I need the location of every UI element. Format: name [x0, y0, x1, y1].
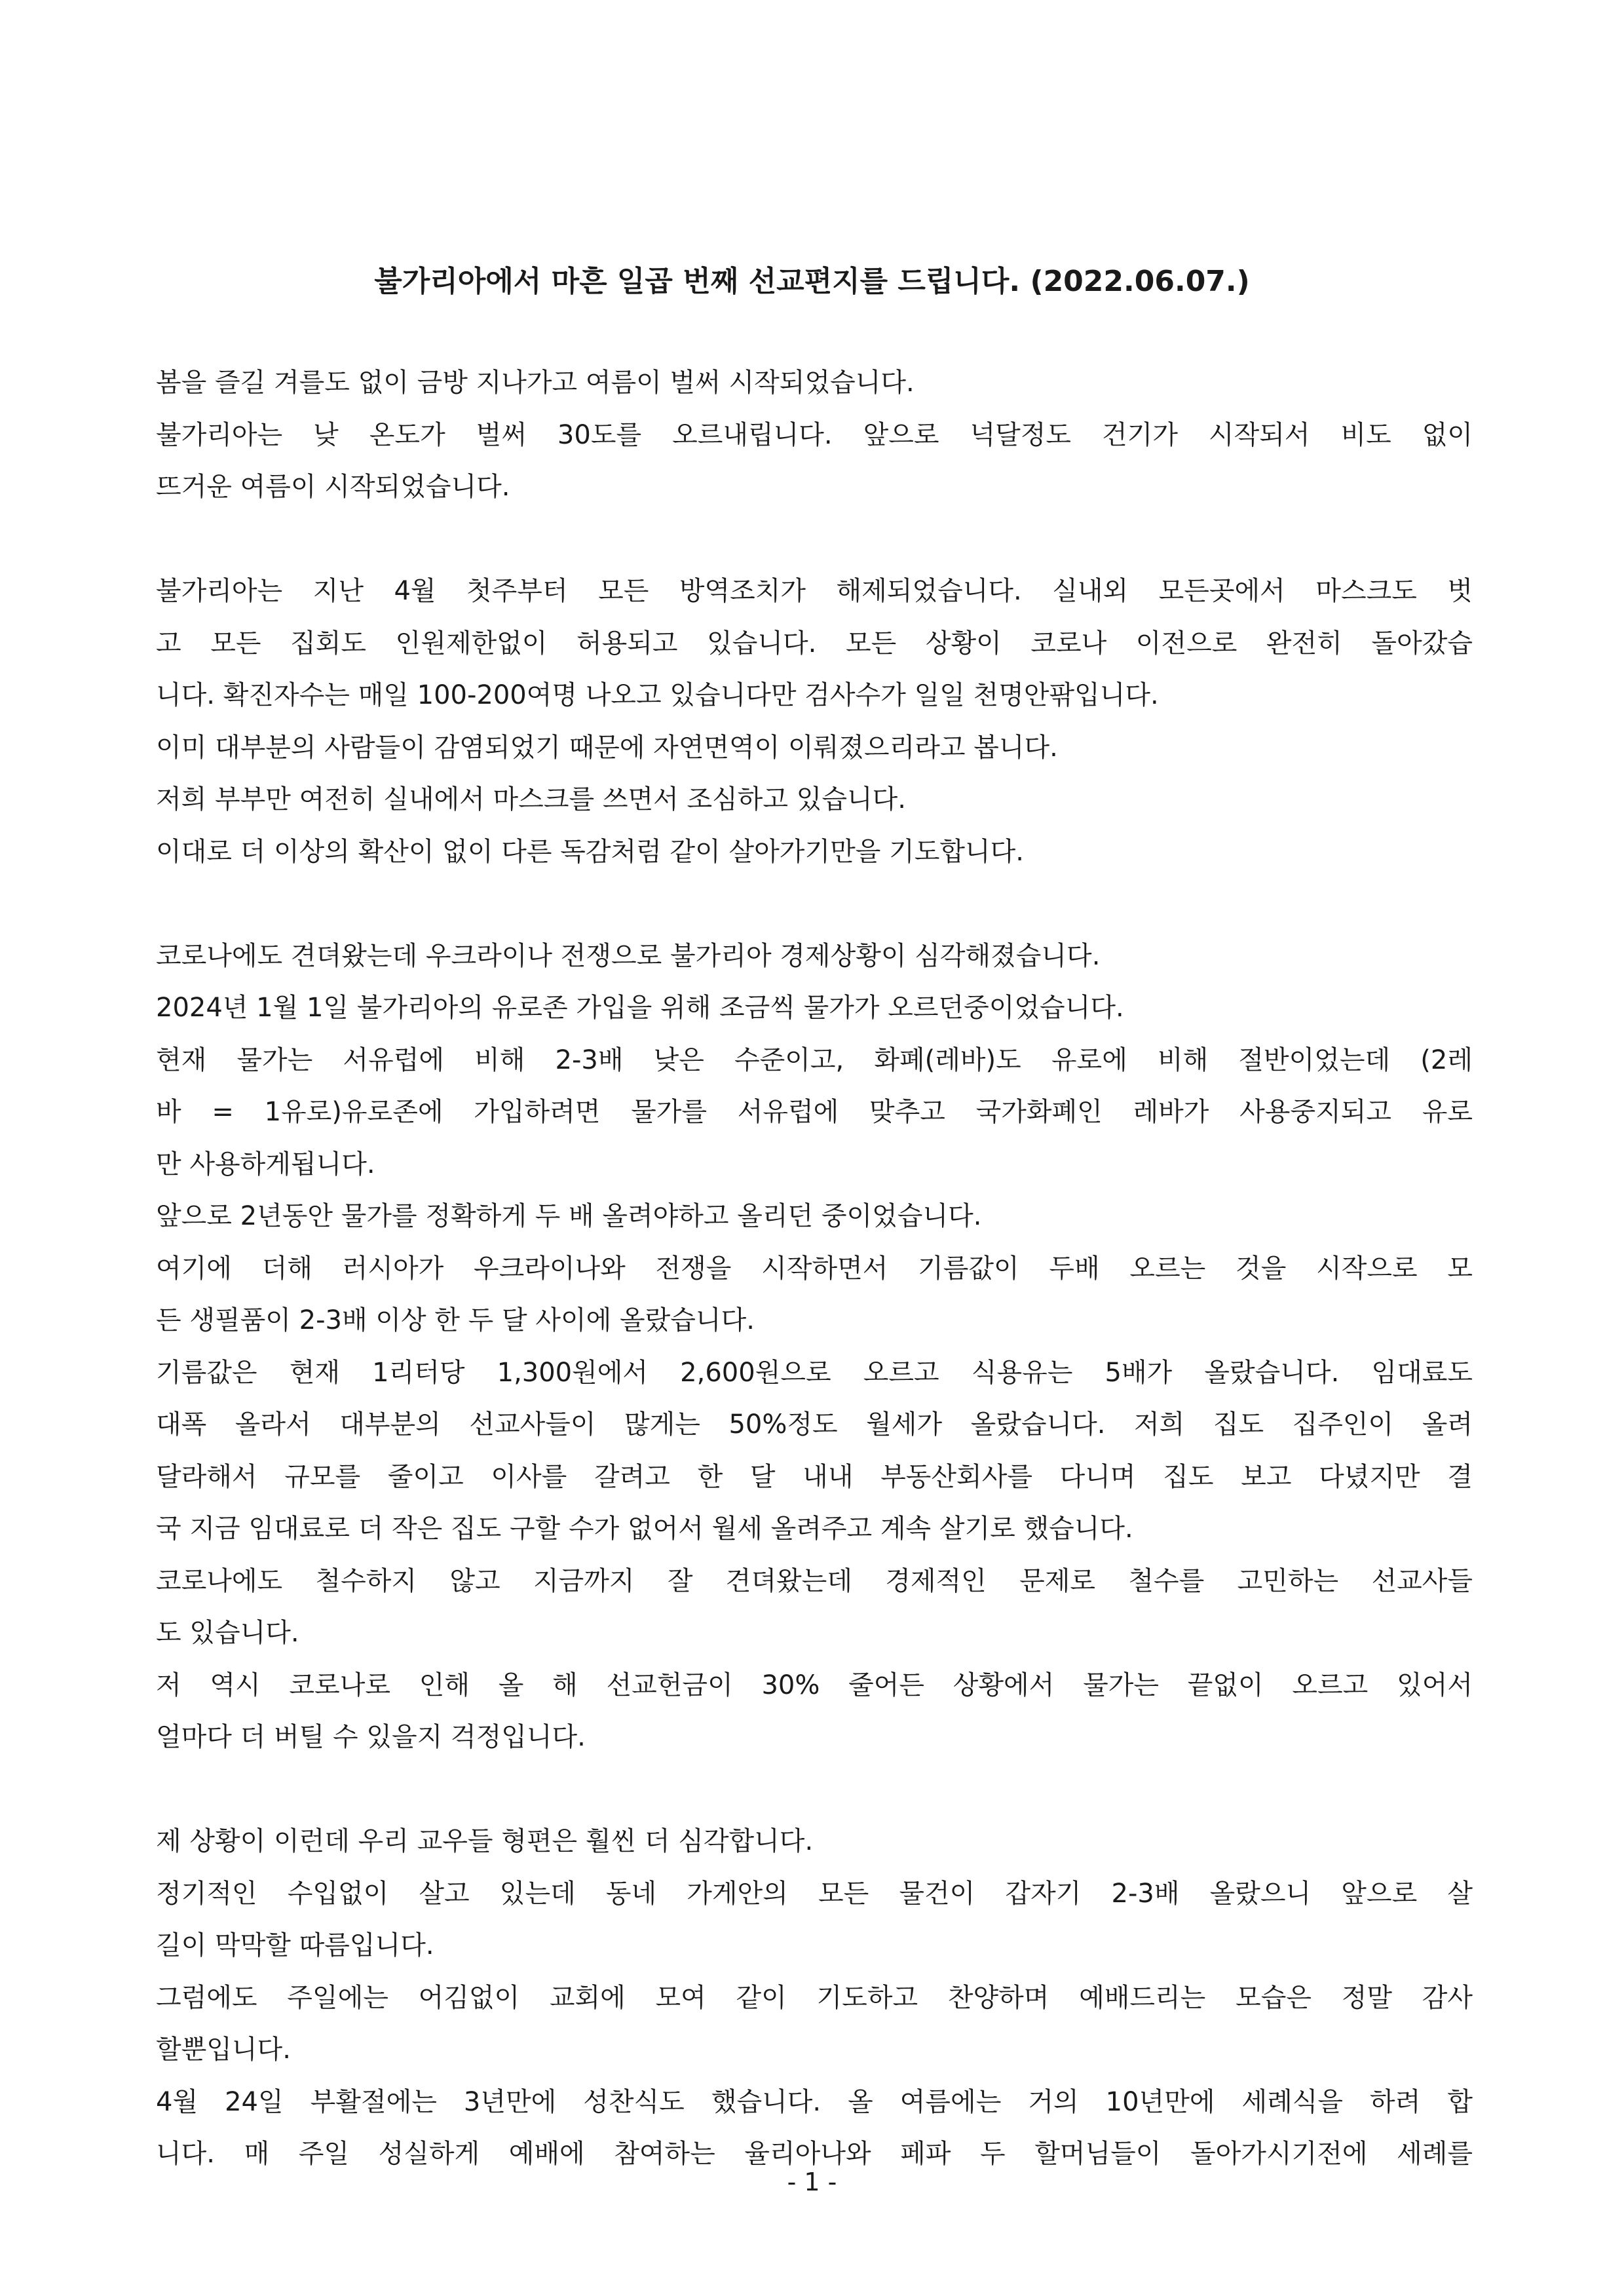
text-line: 여기에 더해 러시아가 우크라이나와 전쟁을 시작하면서 기름값이 두배 오르는 것을 시작으로 모: [156, 1253, 1473, 1284]
text-line: 길이 막막할 따름입니다.: [156, 1930, 434, 1961]
text-line: 니다. 확진자수는 매일 100-200여명 나오고 있습니다만 검사수가 일일 천명안팎입니다.: [156, 680, 1159, 710]
text-line: 저희 부부만 여전히 실내에서 마스크를 쓰면서 조심하고 있습니다.: [156, 784, 906, 814]
paragraph-gap: [156, 878, 1473, 930]
text-line: 저 역시 코로나로 인해 올 해 선교헌금이 30% 줄어든 상황에서 물가는 끝없이 오르고 있어서: [156, 1670, 1473, 1700]
text-line: 든 생필품이 2-3배 이상 한 두 달 사이에 올랐습니다.: [156, 1305, 755, 1335]
paragraph-gap: [156, 1764, 1473, 1816]
text-line: 대폭 올라서 대부분의 선교사들이 많게는 50%정도 월세가 올랐습니다. 저희 집도 집주인이 올려: [156, 1409, 1473, 1440]
paragraph-gap: [156, 514, 1473, 566]
text-line: 봄을 즐길 겨를도 없이 금방 지나가고 여름이 벌써 시작되었습니다.: [156, 368, 915, 398]
text-line: 불가리아는 낮 온도가 벌써 30도를 오르내립니다. 앞으로 넉달정도 건기가 시작되서 비도 없이: [156, 419, 1473, 450]
text-line: 고 모든 집회도 인원제한없이 허용되고 있습니다. 모든 상황이 코로나 이전으로 완전히 돌아갔습: [156, 628, 1473, 659]
text-line: 4월 24일 부활절에는 3년만에 성찬식도 했습니다. 올 여름에는 거의 10년만에 세례식을 하려 합: [156, 2086, 1473, 2117]
text-line: 현재 물가는 서유럽에 비해 2-3배 낮은 수준이고, 화폐(레바)도 유로에 비해 절반이었는데 (2레: [156, 1044, 1473, 1075]
text-line: 달라해서 규모를 줄이고 이사를 갈려고 한 달 내내 부동산회사를 다니며 집도 보고 다녔지만 결: [156, 1461, 1473, 1492]
letter-title: 불가리아에서 마흔 일곱 번째 선교편지를 드립니다. (2022.06.07.): [374, 265, 1250, 298]
text-line: 불가리아는 지난 4월 첫주부터 모든 방역조치가 해제되었습니다. 실내외 모든곳에서 마스크도 벗: [156, 576, 1473, 606]
text-line: 국 지금 임대료로 더 작은 집도 구할 수가 없어서 월세 올려주고 계속 살기로 했습니다.: [156, 1514, 1133, 1544]
text-line: 앞으로 2년동안 물가를 정확하게 두 배 올려야하고 올리던 중이었습니다.: [156, 1201, 982, 1231]
letter-body: [156, 357, 1473, 2181]
text-line: 정기적인 수입없이 살고 있는데 동네 가게안의 모든 물건이 갑자기 2-3배 올랐으니 앞으로 살: [156, 1878, 1473, 1909]
text-line: 얼마다 더 버틸 수 있을지 걱정입니다.: [156, 1722, 586, 1752]
text-line: 뜨거운 여름이 시작되었습니다.: [156, 472, 510, 502]
text-line: 이대로 더 이상의 확산이 없이 다른 독감처럼 같이 살아가기만을 기도합니다.: [156, 836, 1024, 867]
text-line: 바 = 1유로)유로존에 가입하려면 물가를 서유럽에 맞추고 국가화폐인 레바가 사용중지되고 유로: [156, 1097, 1473, 1127]
text-line: 기름값은 현재 1리터당 1,300원에서 2,600원으로 오르고 식용유는 5배가 올랐습니다. 임대료도: [156, 1357, 1473, 1388]
text-line: 2024년 1월 1일 불가리아의 유로존 가입을 위해 조금씩 물가가 오르던중이었습니다.: [156, 993, 1124, 1023]
text-line: 이미 대부분의 사람들이 감염되었기 때문에 자연면역이 이뤄졌으리라고 봅니다.: [156, 732, 1058, 763]
text-line: 만 사용하게됩니다.: [156, 1149, 375, 1179]
text-line: 그럼에도 주일에는 어김없이 교회에 모여 같이 기도하고 찬양하며 예배드리는 모습은 정말 감사: [156, 1982, 1473, 2013]
text-line: 코로나에도 견뎌왔는데 우크라이나 전쟁으로 불가리아 경제상황이 심각해졌습니다.: [156, 940, 1101, 971]
text-line: 할뿐입니다.: [156, 2035, 291, 2065]
text-line: 니다. 매 주일 성실하게 예배에 참여하는 율리아나와 페파 두 할머님들이 돌아가시기전에 세례를: [156, 2139, 1473, 2169]
text-line: 도 있습니다.: [156, 1618, 299, 1648]
text-line: 제 상황이 이런데 우리 교우들 형편은 훨씬 더 심각합니다.: [156, 1826, 814, 1856]
text-line: 코로나에도 철수하지 않고 지금까지 잘 견뎌왔는데 경제적인 문제로 철수를 고민하는 선교사들: [156, 1565, 1473, 1596]
page-number: - 1 -: [787, 2168, 837, 2196]
